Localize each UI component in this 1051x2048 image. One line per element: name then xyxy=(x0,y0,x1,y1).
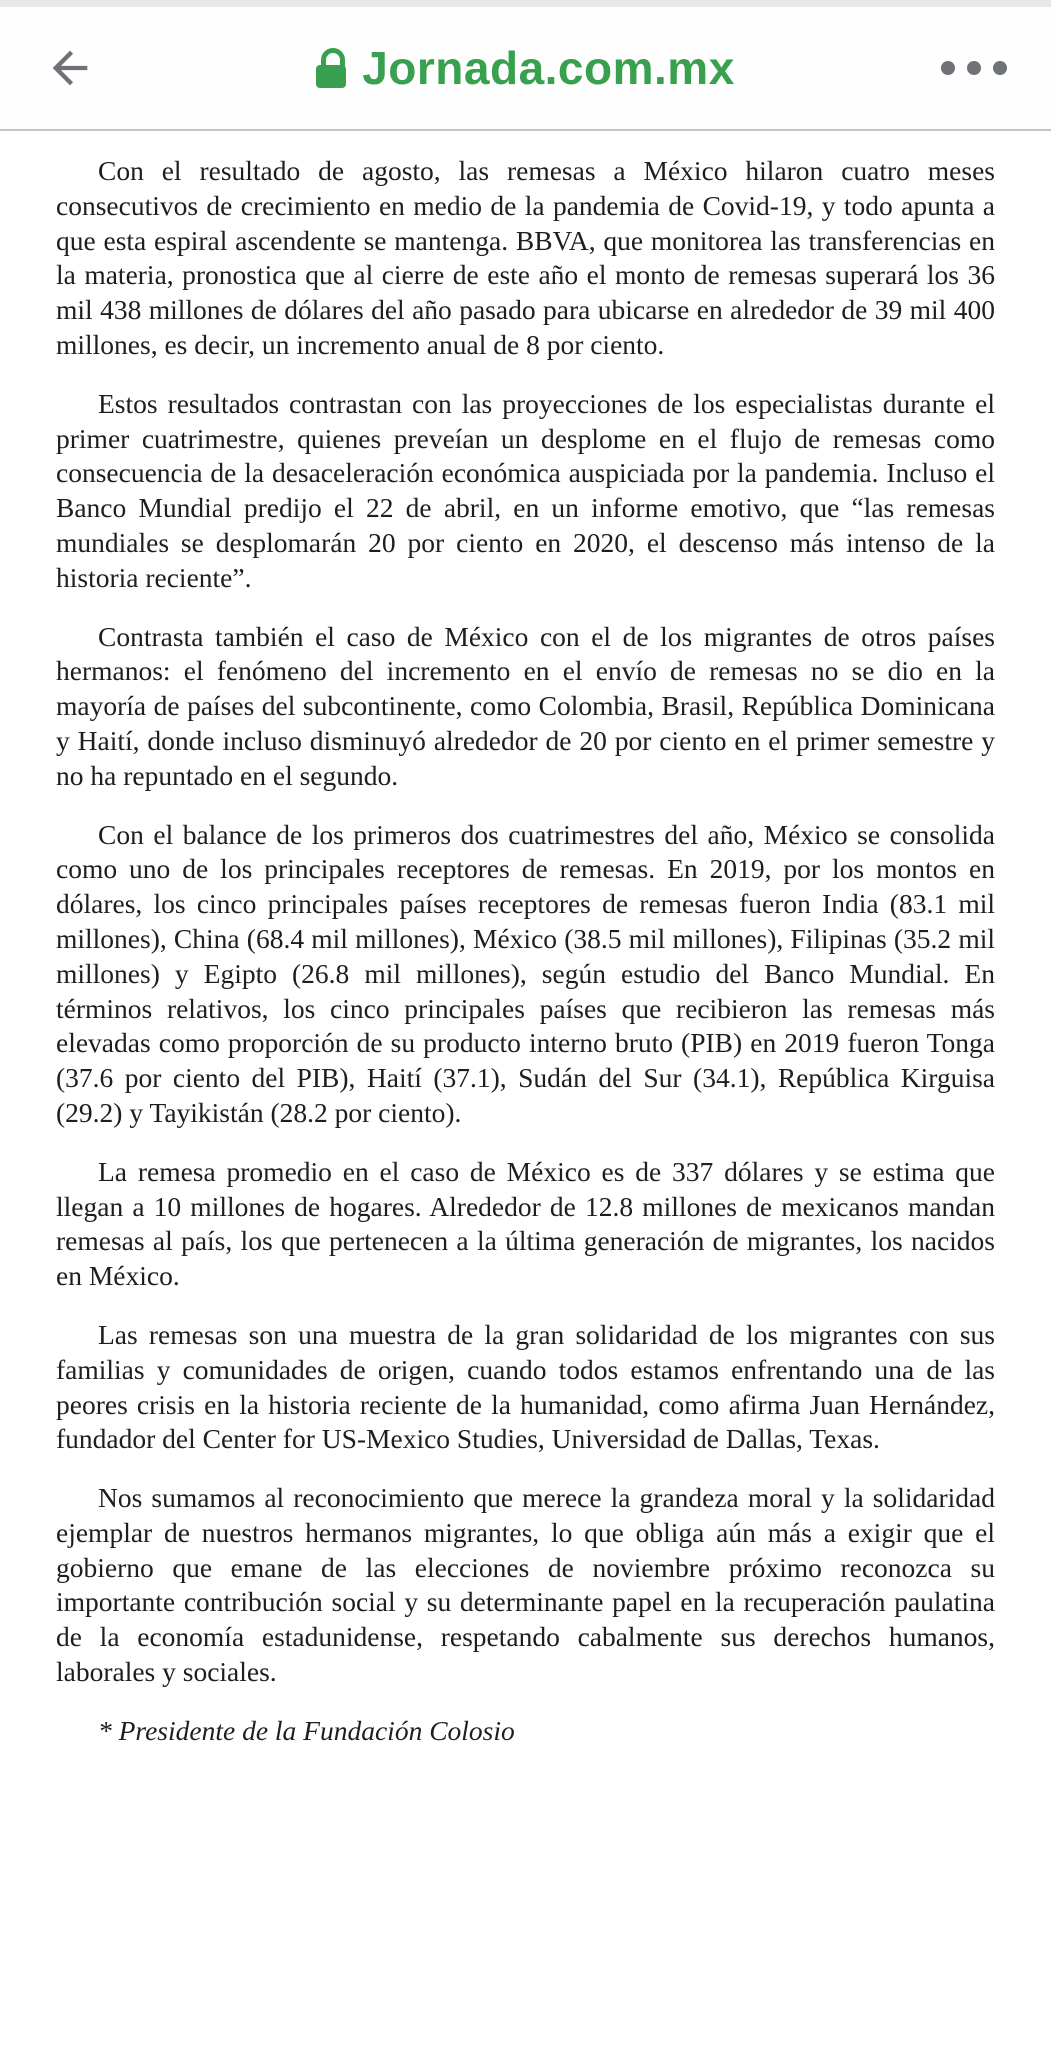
article-paragraph: Con el balance de los primeros dos cuatrimestres del año, México se consolida como uno de los principales receptores de remesas. En 2019, por los montos en dólares, los cinco principales países receptores de remesas fueron India (83.1 mil millones), China (68.4 mil millones), México (38.5 mil millones), Filipinas (35.2 mil millones) y Egipto (26.8 mil millones), según estudio del Banco Mundial. En términos relativos, los cinco principales países que recibieron las remesas más elevadas como proporción de su producto interno bruto (PIB) en 2019 fueron Tonga (37.6 por ciento del PIB), Haití (37.1), Sudán del Sur (34.1), República Kirguisa (29.2) y Tayikistán (28.2 por ciento). xyxy=(56,818,995,1128)
back-button[interactable] xyxy=(44,42,96,94)
browser-address-bar xyxy=(0,7,1051,131)
article-paragraph: Las remesas son una muestra de la gran solidaridad de los migrantes con sus familias y comunidades de origen, cuando todos estamos enfrentando una de las peores crisis en la historia reciente de la humanidad, como afirma Juan Hernández, fundador del Center for US-Mexico Studies, Universidad de Dallas, Texas. xyxy=(56,1318,995,1455)
article-paragraph: Nos sumamos al reconocimiento que merece la grandeza moral y la solidaridad ejemplar de nuestros hermanos migrantes, lo que obliga aún más a exigir que el gobierno que emane de las elecciones de noviembre próximo reconozca su importante contribución social y su determinante papel en la recuperación paulatina de la economía estadunidense, respetando cabalmente sus derechos humanos, laborales y sociales. xyxy=(56,1482,995,1688)
article-paragraph: Contrasta también el caso de México con el de los migrantes de otros países hermanos: el fenómeno del incremento en el envío de remesas no se dio en la mayoría de países del subcontinente, como Colombia, Brasil, República Dominicana y Haití, donde incluso disminuyó alrededor de 20 por ciento en el primer semestre y no ha repuntado en el segundo. xyxy=(56,620,995,791)
article-paragraph: Estos resultados contrastan con las proyecciones de los especialistas durante el primer cuatrimestre, quienes preveían un desplome en el flujo de remesas como consecuencia de la desaceleración económica auspiciada por la pandemia. Incluso el Banco Mundial predijo el 22 de abril, en un informe emotivo, que “las remesas mundiales se desplomarán 20 por ciento en 2020, el descenso más intenso de la historia reciente”. xyxy=(56,387,995,593)
article-body xyxy=(0,131,1051,1749)
overflow-dots-icon xyxy=(941,61,955,75)
article-paragraph: La remesa promedio en el caso de México es de 337 dólares y se estima que llegan a 10 millones de hogares. Alrededor de 12.8 millones de mexicanos mandan remesas al país, los que pertenecen a la última generación de migrantes, los nacidos en México. xyxy=(56,1155,995,1292)
article-paragraph: Con el resultado de agosto, las remesas a México hilaron cuatro meses consecutivos de crecimiento en medio de la pandemia de Covid-19, y todo apunta a que esta espiral ascendente se mantenga. BBVA, que monitorea las transferencias en la materia, pronostica que al cierre de este año el monto de remesas superará los 36 mil 438 millones de dólares del año pasado para ubicarse en alrededor de 39 mil 400 millones, es decir, un incremento anual de 8 por ciento. xyxy=(56,155,995,360)
article-footnote: * Presidente de la Fundación Colosio xyxy=(98,1714,515,1746)
overflow-menu-button[interactable] xyxy=(941,51,1007,85)
url-text: Jornada.com.mx xyxy=(362,42,735,94)
status-bar-strip xyxy=(0,0,1051,7)
back-arrow-icon xyxy=(44,42,96,94)
url-bar[interactable] xyxy=(316,42,735,94)
lock-icon xyxy=(316,48,346,88)
